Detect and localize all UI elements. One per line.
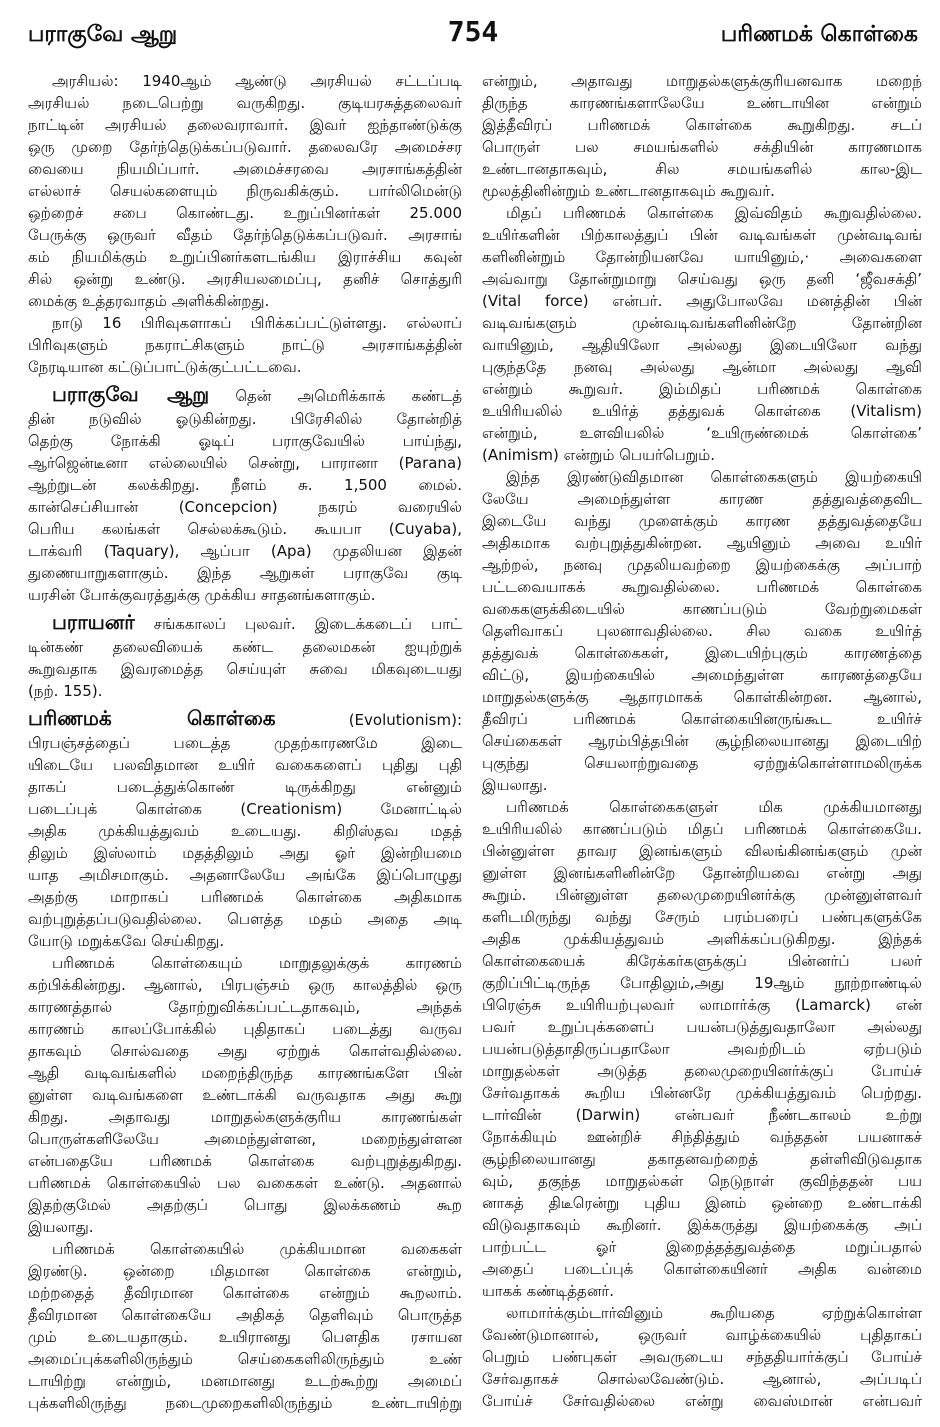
text-line: (Animism) என்றும் பெயர்பெறும். xyxy=(482,446,715,464)
text-line: பெறும் பண்புகள் அவருடைய சந்ததியார்க்குப் போய்ச் xyxy=(482,1348,922,1366)
text-line: படைப்புக் கொள்கை (Creationism) மேனாட்டில் xyxy=(28,800,462,818)
text-line: என்பதையே பரிணமக் கொள்கை வற்புறுத்துகிறது. xyxy=(28,1152,462,1170)
text-line: எல்லாச் செயல்களையும் நிருவகிக்கும். பார்லிமென்டு xyxy=(28,182,462,200)
text-line xyxy=(28,381,462,408)
text-line: அரசியல் நடைபெற்று வருகிறது. குடியரசுத்தலைவர் xyxy=(28,94,462,112)
text-line: போய்ச் சேர்வதில்லை என்று வைஸ்மான் என்பவர் xyxy=(482,1392,922,1410)
text-line: என்றும், உளவியலில் ‘உயிருண்மைக் கொள்கை’ xyxy=(482,424,922,442)
text-line: லேயே அமைந்துள்ள காரண தத்துவத்தைவிட xyxy=(482,490,922,508)
text-line: பரிணமக் கொள்கையில் முக்கியமான வகைகள் xyxy=(52,1240,462,1258)
text-line: அரசியல்: 1940ஆம் ஆண்டு அரசியல் சட்டப்படி xyxy=(52,72,462,90)
text-line: திலும் இஸ்லாம் மதத்திலும் அது ஓர் இன்றியமை xyxy=(28,844,462,862)
text-line: புகுந்ததே நனவு அல்லது ஆன்மா அல்லது ஆவி xyxy=(482,358,922,376)
text-line: யரசின் போக்குவரத்துக்கு முக்கிய சாதனங்களாகும். xyxy=(28,586,376,604)
entry-text: (Evolutionism): xyxy=(348,711,462,729)
text-line: னாகத் திடீரென்று புதிய இனம் ஒன்றை உண்டாக்கி xyxy=(482,1194,922,1212)
text-line: புகுந்து செயலாற்றுவதை ஏற்றுக்கொள்ளாமலிருக்க xyxy=(482,754,922,772)
text-line: அதிகமாக வற்புறுத்துகின்றன. ஆயினும் அவை உயிர் xyxy=(482,534,922,552)
text-line: பொருள் பல சமயங்களில் சக்தியின் காரணமாக xyxy=(482,138,922,156)
text-line: பரிணமக் கொள்கையும் மாறுதலுக்குக் காரணம் xyxy=(52,954,462,972)
text-line: வும், தகுந்த மாறுதல்கள் நெடுநாள் குவிந்ததன் பய xyxy=(482,1172,922,1190)
text-line: பரிணமக் கொள்கையில் பல வகைகள் உண்டு. அதனால் xyxy=(28,1174,462,1192)
paragraph xyxy=(28,1238,462,1414)
text-line: மிதப் பரிணமக் கொள்கை இவ்விதம் கூறுவதில்லை. xyxy=(506,204,922,222)
text-line: ஆற்றல், நனவு முதலியவற்றை இயற்கைக்கு அப்பாற் xyxy=(482,556,922,574)
paragraph xyxy=(28,312,462,378)
text-line: பட்டவையாகக் கூறுவதில்லை. பரிணமக் கொள்கை xyxy=(482,578,922,596)
text-line: வேண்டுமானால், ஒருவர் வாழ்க்கையில் புதிதாகப் xyxy=(482,1326,922,1344)
text-line: தத்துவக் கொள்கைகள், இடையிற்புகும் காரணத்தை xyxy=(482,644,922,662)
text-line: னுள்ள இனங்களினின்றே தோன்றியவை என்று அது xyxy=(482,864,922,882)
text-line: மூலத்தினின்றும் உண்டானதாகவும் கூறுவர். xyxy=(482,182,775,200)
text-line: கூறுவதாக இவரமைத்த செய்யுள் சுவை மிகவுடையது xyxy=(28,660,462,678)
text-line: கொள்கையைக் கிரேக்கர்களுக்குப் பின்னர்ப் பலர் xyxy=(482,952,922,970)
text-line: களிடமிருந்து வந்து சேரும் பரம்பரைப் பண்புகளுக்கே xyxy=(482,908,922,926)
text-line: டின்கண் தலைவியைக் கண்ட தலைமகன் ஐயுற்றுக் xyxy=(28,638,462,656)
text-line: அதைப் படைப்புக் கொள்கையினர் அதிக வன்மை xyxy=(482,1260,922,1278)
text-line: இயலாது. xyxy=(482,776,548,794)
text-line: வையை நியமிப்பார். அமைச்சரவை அரசாங்கத்தின் xyxy=(28,160,462,178)
right-column xyxy=(482,70,922,1422)
text-line: மாறுதல்களுக்கு ஆதாரமாகக் கொள்கின்றன. ஆனால், xyxy=(482,688,922,706)
text-line: மாறுதல்கள் அடுத்த தலைமுறையினர்க்குப் போய்ச் xyxy=(482,1062,922,1080)
text-line: காரணம் காலப்போக்கில் புதிதாகப் படைத்து வருவ xyxy=(28,1020,462,1038)
text-line: யாகக் கண்டித்தனர். xyxy=(482,1282,614,1300)
text-line: பவர் உறுப்புக்களைப் பயன்படுத்துவதாலோ அல்லது xyxy=(482,1018,922,1036)
paragraph xyxy=(28,609,462,702)
text-line: இதற்குமேல் அதற்குப் பொது இலக்கணம் கூற xyxy=(28,1196,462,1214)
text-line: பரிணமக் கொள்கைகளுள் மிக முக்கியமானது xyxy=(506,798,922,816)
text-line: தெளிவாகப் புலனாவதில்லை. சில வகை உயிர்த் xyxy=(482,622,922,640)
text-line: அவ்வாறு தோன்றுமாறு செய்வது ஒரு தனி ‘ஜீவசக்தி’ xyxy=(482,270,922,288)
left-column xyxy=(28,70,462,1422)
text-line: லாமார்க்கும்டார்வினும் கூறியதை ஏற்றுக்கொள்ள xyxy=(506,1304,922,1322)
paragraph xyxy=(28,381,462,606)
text-line: தாகவும் சொல்வதை அது ஏற்றுக் கொள்வதில்லை. xyxy=(28,1042,462,1060)
text-line: திருந்த காரணங்களாலேயே உண்டாயின என்றும் xyxy=(482,94,922,112)
text-line: செய்கைகள் ஆரம்பித்தபின் சூழ்நிலையானது இடையிற் xyxy=(482,732,922,750)
text-line: நேரடியான கட்டுப்பாட்டுக்குட்பட்டவை. xyxy=(28,358,302,376)
text-line: பாற்பட்ட ஓர் இறைத்தத்துவத்தை மறுப்பதால் xyxy=(482,1238,922,1256)
text-line: பெரிய கலங்கள் செல்லக்கூடும். கூயபா (Cuyaba), xyxy=(28,520,462,538)
running-head-left: பராகுவே ஆறு xyxy=(28,22,178,47)
text-line: பிரபஞ்சத்தைப் படைத்த முதற்காரணமே இடை xyxy=(28,734,462,752)
text-line: டாக்வரி (Taquary), ஆப்பா (Apa) முதலியன இதன் xyxy=(28,542,462,560)
text-line: பயன்படுத்தாதிருப்பதாலோ அவற்றிடம் ஏற்படும் xyxy=(482,1040,922,1058)
paragraph xyxy=(482,202,922,466)
text-line: வாயினும், ஆதியிலோ அல்லது இடையிலோ வந்து xyxy=(482,336,922,354)
entry-text: சங்ககாலப் புலவர். இடைக்கடைப் பாட் xyxy=(153,615,462,633)
running-head-right: பரிணமக் கொள்கை xyxy=(720,22,918,47)
text-line: அதற்கு மாறாகப் பரிணமக் கொள்கை அதிகமாக xyxy=(28,888,462,906)
text-line: பின்னுள்ள தாவர இனங்களும் விலங்கினங்களும் முன் xyxy=(482,842,922,860)
text-line: புக்களிலிருந்து நடைமுறைகளிலிருந்தும் உண்டாயிற்று xyxy=(28,1394,462,1412)
text-line: உயிரியலில் உயிர்த் தத்துவக் கொள்கை (Vitalism) xyxy=(482,402,922,420)
text-line: மற்றதைத் தீவிரமான கொள்கை என்றும் கூறலாம். xyxy=(28,1284,462,1302)
text-line: துணையாறுகளாகும். இந்த ஆறுகள் பராகுவே குடி xyxy=(28,564,462,582)
text-line: பேருக்கு ஒருவர் வீதம் தேர்ந்தெடுக்கப்படுவர். அரசாங் xyxy=(28,226,462,244)
text-line: தின் நடுவில் ஓடுகின்றது. பிரேசிலில் தோன்றித் xyxy=(28,410,462,428)
text-line: குறிப்பிட்டிருந்த போதிலும்,அது 19ஆம் நூற்றாண்டில் xyxy=(482,974,922,992)
text-line: சேர்வதாகக் கூறிய பின்னரே முக்கியத்துவம் பெற்றது. xyxy=(482,1084,922,1102)
text-line: கற்பிக்கின்றது. ஆனால், பிரபஞ்சம் ஒரு காலத்தில் ஒரு xyxy=(28,976,462,994)
text-line: வகைகளுக்கிடையில் காணப்படும் வேற்றுமைகள் xyxy=(482,600,922,618)
text-line: அதிக முக்கியத்துவம் உடையது. கிறிஸ்தவ மதத் xyxy=(28,822,462,840)
text-line: பிரிவுகளும் நகராட்சிகளும் நாட்டு அரசாங்கத்தின் xyxy=(28,336,462,354)
text-line: தெற்கு நோக்கி ஓடிப் பராகுவேயில் பாய்ந்து, xyxy=(28,432,462,450)
text-line: அதிக முக்கியத்துவம் அளிக்கப்படுகிறது. இந்தக் xyxy=(482,930,922,948)
text-line: இடையே வந்து முளைக்கும் காரண தத்துவத்தையே xyxy=(482,512,922,530)
paragraph xyxy=(28,70,462,312)
text-line: விடுவதாகவும் கூறினர். இக்கருத்து இயற்கைக்கு அப் xyxy=(482,1216,922,1234)
text-line: (Vital force) என்பர். அதுபோலவே மனத்தின் பின் xyxy=(482,292,922,310)
text-line: யாத அமிசமாகும். அதனாலேயே அங்கே இப்பொழுது xyxy=(28,866,462,884)
paragraph xyxy=(28,705,462,952)
text-line: பொருள்களிலேயே அமைந்துள்ளன, மறைந்துள்ளன xyxy=(28,1130,462,1148)
text-line: நோக்கியும் ஊன்றிச் சிந்தித்தும் வந்ததன் பயனாகச் xyxy=(482,1128,922,1146)
text-line: காரணத்தால் தோற்றுவிக்கப்பட்டதாகவும், அந்தக் xyxy=(28,998,462,1016)
text-line: இந்த இரண்டுவிதமான கொள்கைகளும் இயற்கையி xyxy=(506,468,922,486)
text-line: என்றும், அதாவது மாறுதல்களுக்குரியனவாக மறைந் xyxy=(482,72,922,90)
paragraph xyxy=(482,796,922,1302)
text-line: ஆற்றுடன் கலக்கிறது. நீளம் சு. 1,500 மைல். xyxy=(28,476,462,494)
paragraph xyxy=(28,952,462,1238)
text-line: உயிரியலில் காணப்படும் மிதப் பரிணமக் கொள்கையே. xyxy=(482,820,922,838)
text-line: இத்தீவிரப் பரிணமக் கொள்கை கூறுகிறது. சடப் xyxy=(482,116,922,134)
text-line: நாடு 16 பிரிவுகளாகப் பிரிக்கப்பட்டுள்ளது. எல்லாப் xyxy=(52,314,462,332)
text-line: தீவிரப் பரிணமக் கொள்கையினருங்கூட உயிர்ச் xyxy=(482,710,922,728)
text-line: ஆதி வடிவங்களில் மறைந்திருந்த காரணங்களே பின் xyxy=(28,1064,462,1082)
text-line: நாட்டின் அரசியல் தலைவராவார். இவர் ஐந்தாண்டுக்கு xyxy=(28,116,462,134)
text-line: தாகப் படைத்துக்கொண் டிருக்கிறது என்னும் xyxy=(28,778,462,796)
text-line: கம் நியமிக்கும் உறுப்பினர்களடங்கிய இராச்சிய கவுன் xyxy=(28,248,462,266)
text-line: டாயிற்று என்றும், மனமானது உடற்கூற்று அமைப் xyxy=(28,1372,462,1390)
text-line: மைக்கு உத்தரவாதம் அளிக்கின்றது. xyxy=(28,292,270,310)
text-line: டார்வின் (Darwin) என்பவர் நீண்டகாலம் உற்று xyxy=(482,1106,922,1124)
entry-text: தென் அமெரிக்காக் கண்டத் xyxy=(235,387,462,405)
text-line: தீவிரமான கொள்கையே அதிகத் தெளிவும் பொருத்த xyxy=(28,1306,462,1324)
running-head xyxy=(28,14,918,54)
entry-headword: பராயனர் xyxy=(52,610,135,634)
text-line xyxy=(28,705,462,732)
entry-headword: பராகுவே ஆறு xyxy=(52,382,210,406)
text-line: னுள்ள வடிவங்களை உண்டாக்கி வருவதாக அது கூறு xyxy=(28,1086,462,1104)
text-line: யிடையே பலவிதமான உயிர் வகைகளைப் புதிது புதி xyxy=(28,756,462,774)
text-line xyxy=(28,609,462,636)
text-line: என்றும் கூறுவர். இம்மிதப் பரிணமக் கொள்கை xyxy=(482,380,922,398)
text-line: வற்புறுத்தப்படுவதில்லை. பௌத்த மதம் அதை அடி xyxy=(28,910,462,928)
text-line: ஒற்றைச் சபை கொண்டது. உறுப்பினர்கள் 25.000 xyxy=(28,204,462,222)
text-line: கான்செப்சியான் (Concepcion) நகரம் வரையில் xyxy=(28,498,462,516)
text-line: சேர்வதாகச் சொல்லவேண்டும். ஆனால், அப்படிப் xyxy=(482,1370,922,1388)
text-line: சூழ்நிலையானது தகாதனவற்றைத் தள்ளிவிடுவதாக xyxy=(482,1150,922,1168)
text-line: (நற். 155). xyxy=(28,682,103,700)
text-line: யோடு மறுக்கவே செய்கிறது. xyxy=(28,932,225,950)
text-line: வடிவங்களும் முன்வடிவங்களினின்றே தோன்றின xyxy=(482,314,922,332)
text-line: அமைப்புக்களிலிருந்தும் செய்கைகளிலிருந்தும் உண் xyxy=(28,1350,462,1368)
text-line: பிரெஞ்சு உயிரியற்புலவர் லாமார்க்கு (Lamarck) என் xyxy=(482,996,922,1014)
text-line: உயிர்களின் பிற்காலத்துப் பின் வடிவங்கள் முன்வடிவங் xyxy=(482,226,922,244)
paragraph xyxy=(482,466,922,796)
text-line: கிறது. அதாவது மாறுதல்களுக்குரிய காரணங்கள் xyxy=(28,1108,462,1126)
text-line: ஆர்ஜென்டீனா எல்லையில் சென்று, பாரானா (Parana) xyxy=(28,454,462,472)
paragraph xyxy=(482,70,922,202)
text-line: சில் ஒன்று உண்டு. அரசியலமைப்பு, தனிச் சொத்துரி xyxy=(28,270,462,288)
page-number: 754 xyxy=(447,15,499,48)
text-line: இரண்டு. ஒன்றை மிதமான கொள்கை என்றும், xyxy=(28,1262,462,1280)
text-line: இயலாது. xyxy=(28,1218,94,1236)
text-line: கூறும். பின்னுள்ள தலைமுறையினர்க்கு முன்னுள்ளவர் xyxy=(482,886,922,904)
text-line: களினின்றும் தோன்றியனவே யாயினும்,· அவைகளை xyxy=(482,248,922,266)
text-line: ஒரு முறை தேர்ந்தெடுக்கப்படுவார். தலைவரே அமைச்சர xyxy=(28,138,462,156)
text-line: உண்டானதாகவும், சில சமயங்களில் கால-இட xyxy=(482,160,922,178)
text-line: மும் உடையதாகும். உயிரானது பௌதிக ரசாயன xyxy=(28,1328,462,1346)
entry-headword: பரிணமக் கொள்கை xyxy=(28,706,276,730)
text-line: விட்டு, இயற்கையில் அமைந்துள்ள காரணத்தையே xyxy=(482,666,922,684)
paragraph xyxy=(482,1302,922,1412)
